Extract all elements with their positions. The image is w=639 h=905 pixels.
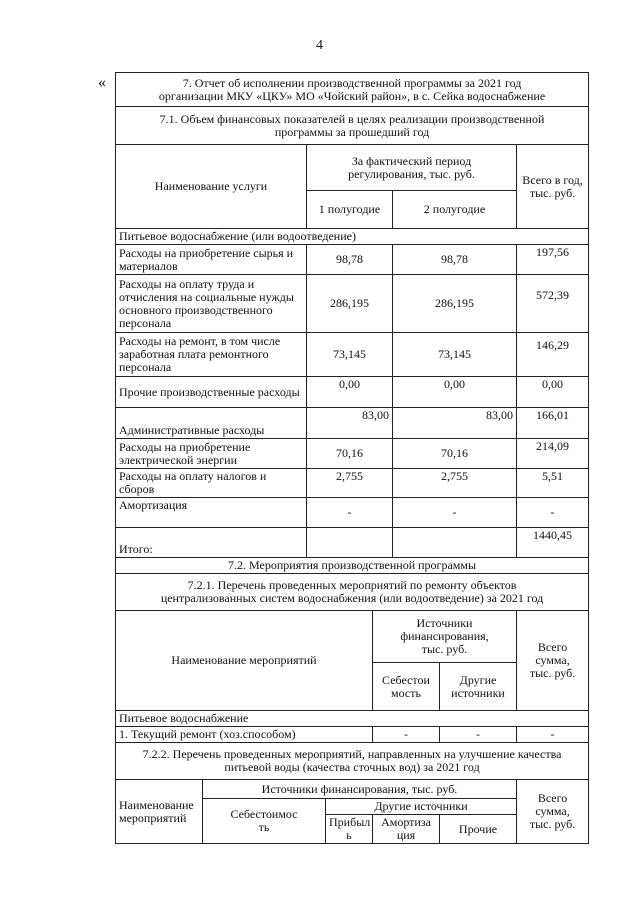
total-year-header-line1: Всего в год, [522,172,583,187]
section-7-1-title-line1: 7.1. Объем финансовых показателей в целях реализации производственной [159,111,545,126]
other-sources-header-2: Другие источники [326,799,517,815]
sum-header-2-line2: сумма, [535,804,570,818]
row-half1: 286,195 [307,275,393,333]
section-7-2-1-title-row [116,574,589,611]
sum-header-line1: Всего [537,640,568,654]
row-total: 572,39 [517,275,589,333]
group-label: Питьевое водоснабжение (или водоотведение) [116,229,589,245]
table-row [116,377,589,408]
section-7-2-2-title-line2: питьевой воды (качества сточных вод) за 2021 год [224,760,480,774]
row-half1: - [307,498,393,528]
amortization-header-line1: Амортиза [381,815,431,829]
measures-name-header: Наименование мероприятий [116,611,373,711]
sources-header-line3: тыс. руб. [421,642,468,656]
report-title-line1: 7. Отчет об исполнении производственной программы за 2021 год [182,75,522,90]
section-7-2-1-title [116,574,589,611]
measure-name: 1. Текущий ремонт (хоз.способом) [116,727,373,743]
row-total: 146,29 [517,333,589,377]
row-half2: - [393,498,517,528]
row-half2: 83,00 [393,408,517,439]
table-row [116,498,589,528]
section-7-1-title-line2: программы за прошедший год [274,124,430,139]
other-sources-header-line2: источники [451,685,505,700]
cost-header [373,663,440,711]
row-half2 [393,528,517,558]
period-header-line1: За фактический период [351,153,472,168]
profit-header [326,815,373,844]
measures-name-header-2-line2: мероприятий [119,810,187,825]
row-half1: 83,00 [307,408,393,439]
period-header [307,145,517,191]
section-7-1-title [116,107,589,145]
section-7-2-2-header-row [116,780,589,799]
table-row [116,333,589,377]
sum-header-2 [517,780,589,844]
row-half2: 73,145 [393,333,517,377]
half2-header: 2 полугодие [393,191,517,229]
quote-mark: « [98,74,106,91]
measure-other: - [440,727,517,743]
sum-header-2-line1: Всего [537,791,568,805]
misc-header: Прочие [440,815,517,844]
row-name: Расходы на ремонт, в том числе заработная плата ремонтного персонала [116,333,307,377]
row-half1: 0,00 [307,377,393,408]
row-half1: 70,16 [307,439,393,469]
row-total: 214,09 [517,439,589,469]
row-name: Прочие производственные расходы [116,377,307,408]
sum-header-line2: сумма, [535,653,570,667]
profit-header-line2: ь [346,828,352,842]
amortization-header-line2: ция [396,828,416,842]
row-half2: 2,755 [393,469,517,498]
cost-header-2 [203,799,326,844]
sum-header [517,611,589,711]
row-total: 1440,45 [517,528,589,558]
measure-total: - [517,727,589,743]
section-7-1-title-row [116,107,589,145]
row-total: 197,56 [517,245,589,275]
amortization-header [373,815,440,844]
section-7-2-title-row [116,558,589,574]
row-name: Расходы на приобретение электрической энергии [116,439,307,469]
table-row [116,469,589,498]
report-table [115,72,589,844]
row-half1: 2,755 [307,469,393,498]
cost-header-2-line2: ть [258,820,270,834]
row-half2: 286,195 [393,275,517,333]
row-name: Расходы на приобретение сырья и материалов [116,245,307,275]
section-7-2-1-header-row [116,611,589,663]
service-name-header: Наименование услуги [116,145,307,229]
cost-header-line2: мость [391,685,421,700]
row-half1: 98,78 [307,245,393,275]
row-name: Итого: [116,528,307,558]
row-name: Амортизация [116,498,307,528]
table-row [116,408,589,439]
total-year-header-line2: тыс. руб. [529,185,576,200]
table-row [116,439,589,469]
section-7-2-2-title [116,743,589,780]
sum-header-2-line3: тыс. руб. [529,817,576,831]
row-total: 5,51 [517,469,589,498]
measures-name-header-2-line1: Наименование [119,797,194,812]
measure-cost: - [373,727,440,743]
table-row [116,727,589,743]
report-title-line2: организации МКУ «ЦКУ» МО «Чойский район», в с. Сейка водоснабжение [158,88,546,103]
row-total: - [517,498,589,528]
period-header-line2: регулирования, тыс. руб. [348,166,475,181]
sum-header-line3: тыс. руб. [529,666,576,680]
section-7-2-2-title-line1: 7.2.2. Перечень проведенных мероприятий, направленных на улучшение качества [142,747,562,761]
half1-header: 1 полугодие [307,191,393,229]
sources-header-line1: Источники [416,616,473,630]
group-label: Питьевое водоснабжение [116,711,589,727]
other-sources-header-line1: Другие [459,672,497,687]
group-row [116,229,589,245]
total-year-header [517,145,589,229]
cost-header-2-line1: Себестоимос [230,807,298,821]
page-number: 4 [316,38,323,53]
cost-header-line1: Себестои [382,672,430,687]
row-half2: 0,00 [393,377,517,408]
table-row [116,275,589,333]
sources-header-line2: финансирования, [400,629,489,643]
other-sources-header [440,663,517,711]
measures-name-header-2 [116,780,203,844]
row-name: Расходы на оплату налогов и сборов [116,469,307,498]
section-7-2-1-title-line1: 7.2.1. Перечень проведенных мероприятий по ремонту объектов [187,578,517,592]
section-7-2-title: 7.2. Мероприятия производственной программы [116,558,589,574]
row-name: Административные расходы [116,408,307,439]
table-row-total [116,528,589,558]
table-row [116,245,589,275]
row-name: Расходы на оплату труда и отчисления на социальные нужды основного производственного персонала [116,275,307,333]
sources-header [373,611,517,663]
row-total: 166,01 [517,408,589,439]
section-7-2-1-title-line2: централизованных систем водоснабжения (или водоотведение) за 2021 год [160,591,544,605]
profit-header-line1: Прибыл [329,815,371,829]
section-7-1-header-row [116,145,589,191]
row-total: 0,00 [517,377,589,408]
row-half1 [307,528,393,558]
report-title-row [116,73,589,107]
row-half2: 70,16 [393,439,517,469]
group-row [116,711,589,727]
row-half2: 98,78 [393,245,517,275]
row-half1: 73,145 [307,333,393,377]
section-7-2-2-title-row [116,743,589,780]
sources-header-2: Источники финансирования, тыс. руб. [203,780,517,799]
report-title [116,73,589,107]
